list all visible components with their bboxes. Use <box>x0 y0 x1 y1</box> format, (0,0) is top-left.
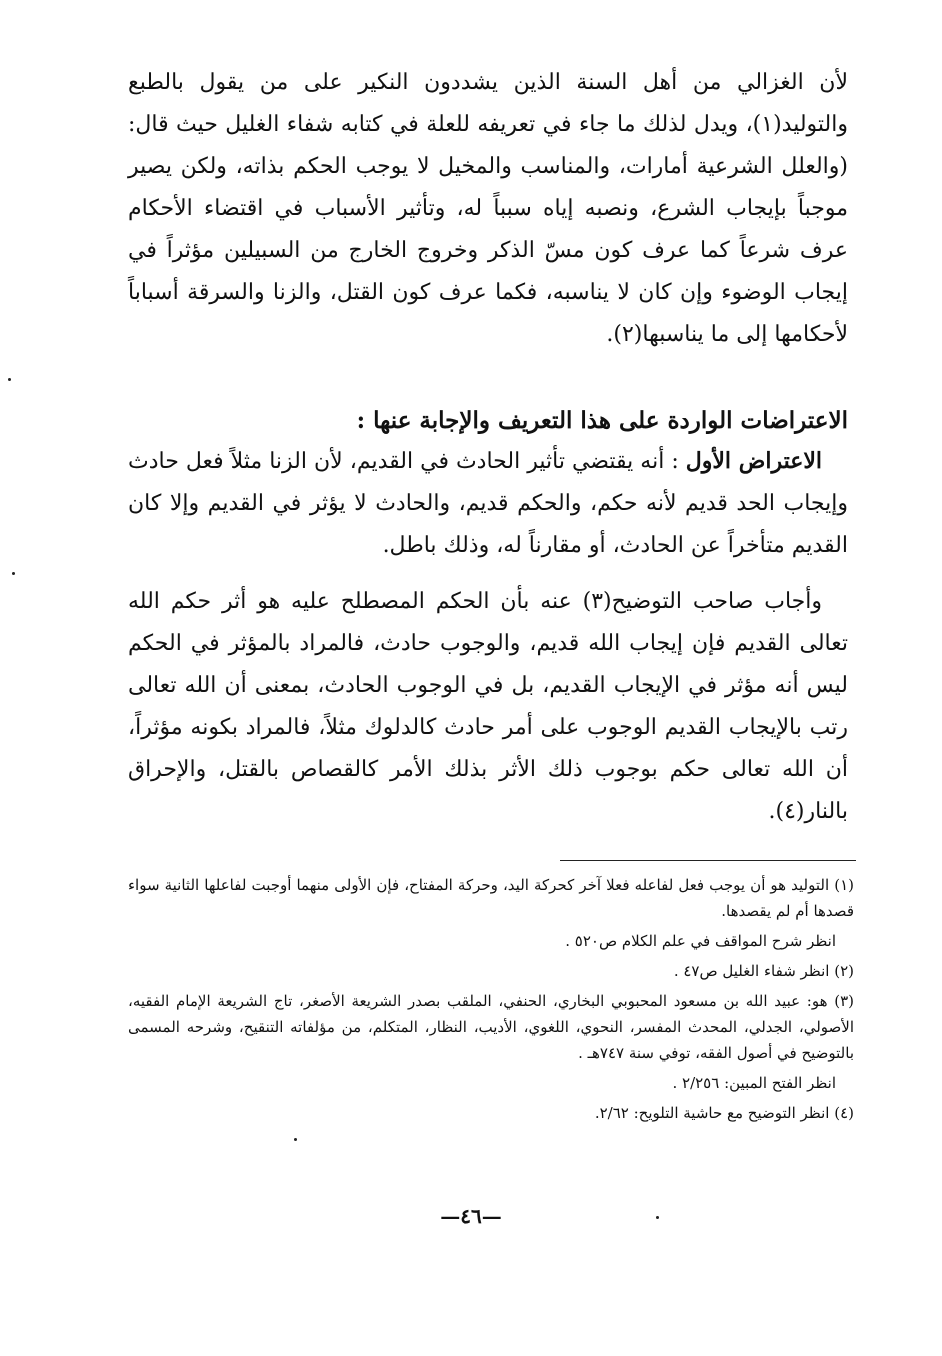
scan-speck <box>294 1138 297 1141</box>
objection-1-paragraph <box>128 440 848 567</box>
main-text-block <box>128 62 848 356</box>
answer-1-paragraph: وأجاب صاحب التوضيح(٣) عنه بأن الحكم المصطلح عليه هو أثر حكم الله تعالى القديم فإن إيجاب الله قديم، والوجوب حادث، فالمراد بالمؤثر في الحكم ليس أنه مؤثر في الإيجاب القديم، بل في الوجوب الحادث، بمعنى أن الله تعالى رتب بالإيجاب القديم الوجوب على أمر حادث كالدلوك مثلاً، فالمراد بكونه مؤثراً، أن الله تعالى حكم بوجوب ذلك الأثر بذلك الأمر كالقصاص بالقتل، والإحراق بالنار(٤). <box>128 589 848 824</box>
objection-1-text: : أنه يقتضي تأثير الحادث في القديم، لأن الزنا مثلاً فعل حادث وإيجاب الحد قديم لأنه حكم، والحكم قديم، والحادث لا يؤثر في القديم وإلا كان القديم متأخراً عن الحادث، أو مقارناً له، وذلك باطل. <box>128 449 848 558</box>
footnote-2: (٢) انظر شفاء الغليل ص٤٧ . <box>673 962 854 980</box>
footnote-4: (٤) انظر التوضيح مع حاشية التلويح: ٢/٦٢. <box>594 1104 854 1122</box>
scan-speck <box>12 572 15 575</box>
objection-1-label: الاعتراض الأول <box>685 448 823 474</box>
objections-block <box>128 440 848 847</box>
footnote-1-reference: انظر شرح المواقف في علم الكلام ص٥٢٠ . <box>565 932 836 950</box>
footnote-separator <box>560 860 856 861</box>
footnotes-block <box>128 872 854 1130</box>
scan-speck <box>656 1216 659 1219</box>
scan-speck <box>8 378 11 381</box>
page-number: —٤٦— <box>440 1204 502 1228</box>
footnote-3-reference: انظر الفتح المبين: ٢/٢٥٦ . <box>672 1074 836 1092</box>
paragraph-1: لأن الغزالي من أهل السنة الذين يشددون النكير على من يقول بالطبع والتوليد(١)، ويدل لذلك ما جاء في تعريفه للعلة في كتابه شفاء الغليل حيث قال: (والعلل الشرعية أمارات، والمناسب والمخيل لا يوجب الحكم بذاته، ولكن يصير موجباً بإيجاب الشرع، ونصبه إياه سبباً له، وتأثير الأسباب في اقتضاء الأحكام عرف شرعاً كما عرف كون مسّ الذكر وخروج الخارج من السبيلين مؤثراً في إيجاب الوضوء وإن كان لا يناسبه، فكما عرف كون القتل، والزنا والسرقة أسباباً لأحكامها إلى ما يناسبها(٢). <box>128 70 848 347</box>
footnote-1: (١) التوليد هو أن يوجب فعل لفاعله فعلا آخر كحركة اليد، وحركة المفتاح، فإن الأولى منهما أوجبت لفاعلها الثانية سواء قصدها أم لم يقصدها. <box>128 876 854 920</box>
section-heading: الاعتراضات الواردة على هذا التعريف والإجابة عنها : <box>356 407 848 434</box>
footnote-3: (٣) هو: عبيد الله بن مسعود المحبوبي البخاري، الحنفي، الملقب بصدر الشريعة الأصغر، تاج الشريعة الإمام الفقيه، الأصولي، الجدلي، المحدث المفسر، النحوي، اللغوي، الأديب، النظار، المتكلم، من مؤلفاته التنقيح، وشرحه المسمى بالتوضيح في أصول الفقه، توفي سنة ٧٤٧هـ . <box>128 992 854 1062</box>
